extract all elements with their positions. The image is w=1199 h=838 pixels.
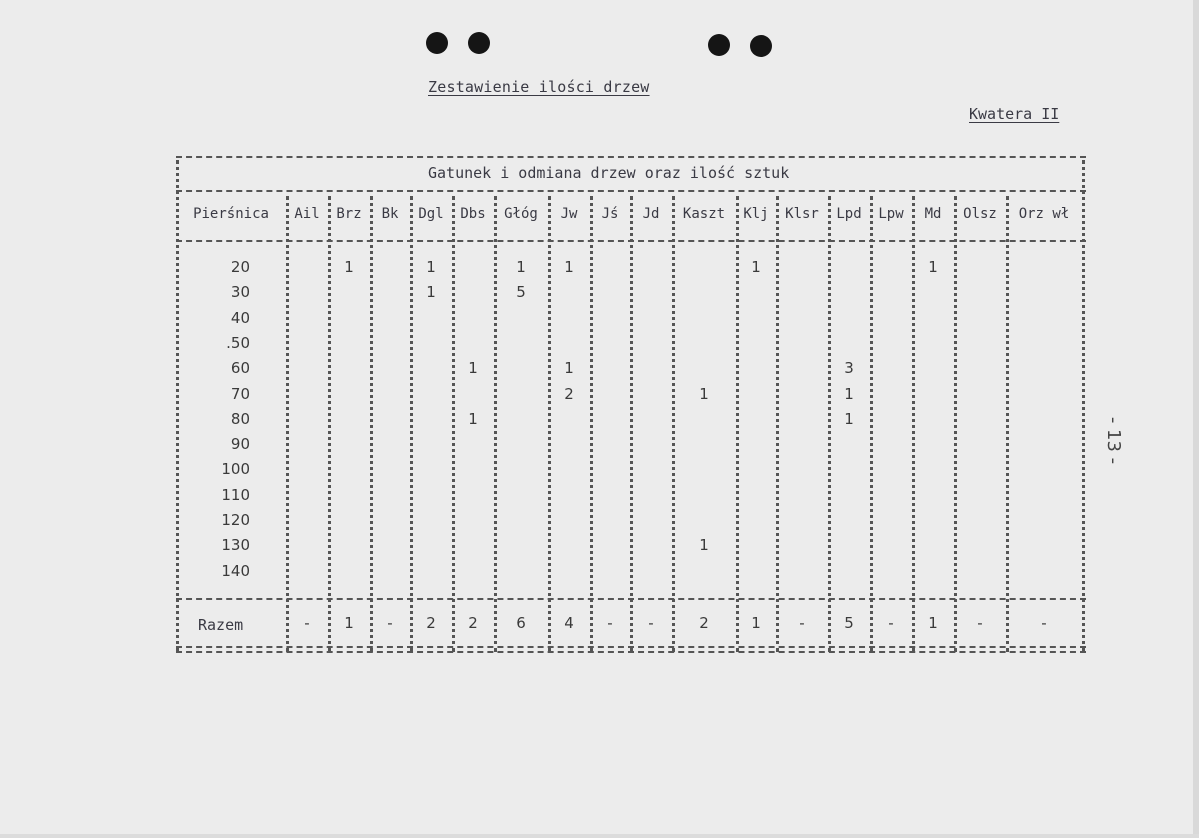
table-vertical-rule <box>870 196 873 652</box>
row-label: .50 <box>226 333 250 352</box>
table-vertical-rule <box>590 196 593 652</box>
table-vertical-rule <box>548 196 551 652</box>
column-header: Głóg <box>504 206 538 222</box>
table-vertical-rule <box>410 196 413 652</box>
table-vertical-rule <box>912 196 915 652</box>
table-vertical-rule <box>370 196 373 652</box>
table-vertical-rule <box>672 196 675 652</box>
table-cell: 5 <box>516 283 526 302</box>
table-cell: 1 <box>844 409 854 428</box>
total-cell: - <box>888 614 894 632</box>
quarter-label: Kwatera II <box>969 105 1060 123</box>
table-cell: 1 <box>564 258 574 276</box>
row-label: 140 <box>221 561 250 580</box>
total-cell: - <box>648 614 654 632</box>
table-rule-header <box>176 190 1086 192</box>
table-cell: 2 <box>564 384 574 403</box>
total-row-label: Razem <box>198 616 244 634</box>
table-vertical-rule <box>452 196 455 652</box>
page-edge-bottom <box>0 834 1199 838</box>
total-cell: 1 <box>751 614 761 632</box>
table-rule-top <box>176 156 1086 158</box>
table-cell: 1 <box>928 258 938 276</box>
punch-hole <box>708 34 730 56</box>
column-header: Klsr <box>785 206 819 222</box>
column-header: Md <box>924 206 942 222</box>
row-label: 80 <box>230 409 250 428</box>
punch-hole <box>468 32 490 54</box>
table-cell: 3 <box>844 359 854 378</box>
column-header: Ail <box>294 206 320 222</box>
table-vertical-rule <box>286 196 289 652</box>
column-header: Brz <box>336 206 362 222</box>
table-cell: 1 <box>751 258 761 276</box>
document-title: Zestawienie ilości drzew <box>428 78 650 96</box>
row-label: 60 <box>230 359 250 378</box>
table-vertical-rule <box>328 196 331 652</box>
row-label: 30 <box>230 283 250 302</box>
column-header: Olsz <box>963 206 997 222</box>
table-vertical-rule <box>1006 196 1009 652</box>
column-header: Dbs <box>460 206 486 222</box>
total-cell: 5 <box>844 614 854 632</box>
total-cell: - <box>977 614 983 632</box>
table-cell: 1 <box>468 359 478 378</box>
total-cell: - <box>387 614 393 632</box>
table-cell: 1 <box>844 384 854 403</box>
table-cell: 1 <box>426 283 436 302</box>
page-edge-right <box>1193 0 1199 838</box>
table-cell: 1 <box>699 536 709 555</box>
column-header: Jd <box>642 206 660 222</box>
row-label: 20 <box>230 258 250 276</box>
table-cell: 1 <box>564 359 574 378</box>
column-header: Jś <box>601 206 619 222</box>
total-cell: 6 <box>516 614 526 632</box>
table-cell: 1 <box>344 258 354 276</box>
column-header: Pierśnica <box>193 206 269 222</box>
table-vertical-rule <box>776 196 779 652</box>
column-header: Orz wł <box>1018 206 1070 222</box>
row-label: 40 <box>230 308 250 327</box>
total-cell: - <box>304 614 310 632</box>
table-main-header: Gatunek i odmiana drzew oraz ilość sztuk <box>428 164 790 182</box>
table-cell: 1 <box>699 384 709 403</box>
table-cell: 1 <box>468 409 478 428</box>
punch-hole <box>750 35 772 57</box>
total-cell: - <box>799 614 805 632</box>
column-header: Bk <box>381 206 399 222</box>
total-cell: - <box>1041 614 1047 632</box>
table-vertical-rule <box>494 196 497 652</box>
table-cell: 1 <box>426 258 436 276</box>
table-cell: 1 <box>516 258 526 276</box>
total-cell: 1 <box>344 614 354 632</box>
column-header: Lpw <box>878 206 904 222</box>
total-cell: 4 <box>564 614 574 632</box>
row-label: 70 <box>230 384 250 403</box>
column-header: Jw <box>560 206 578 222</box>
table-vertical-rule <box>176 160 179 652</box>
total-cell: 1 <box>928 614 938 632</box>
page-number: - 13 - <box>1103 416 1125 465</box>
total-cell: 2 <box>426 614 436 632</box>
table-vertical-rule <box>630 196 633 652</box>
total-cell: 2 <box>468 614 478 632</box>
table-vertical-rule <box>1082 160 1085 652</box>
total-cell: - <box>607 614 613 632</box>
punch-hole <box>426 32 448 54</box>
total-cell: 2 <box>699 614 709 632</box>
column-header: Lpd <box>836 206 862 222</box>
table-vertical-rule <box>828 196 831 652</box>
row-label: 100 <box>221 460 250 479</box>
column-header: Kaszt <box>682 206 726 222</box>
row-label: 130 <box>221 536 250 555</box>
row-label: 120 <box>221 511 250 529</box>
table-vertical-rule <box>736 196 739 652</box>
table-vertical-rule <box>954 196 957 652</box>
row-label: 110 <box>221 485 250 504</box>
column-header: Klj <box>743 206 769 222</box>
row-label: 90 <box>230 435 250 454</box>
column-header: Dgl <box>418 206 444 222</box>
